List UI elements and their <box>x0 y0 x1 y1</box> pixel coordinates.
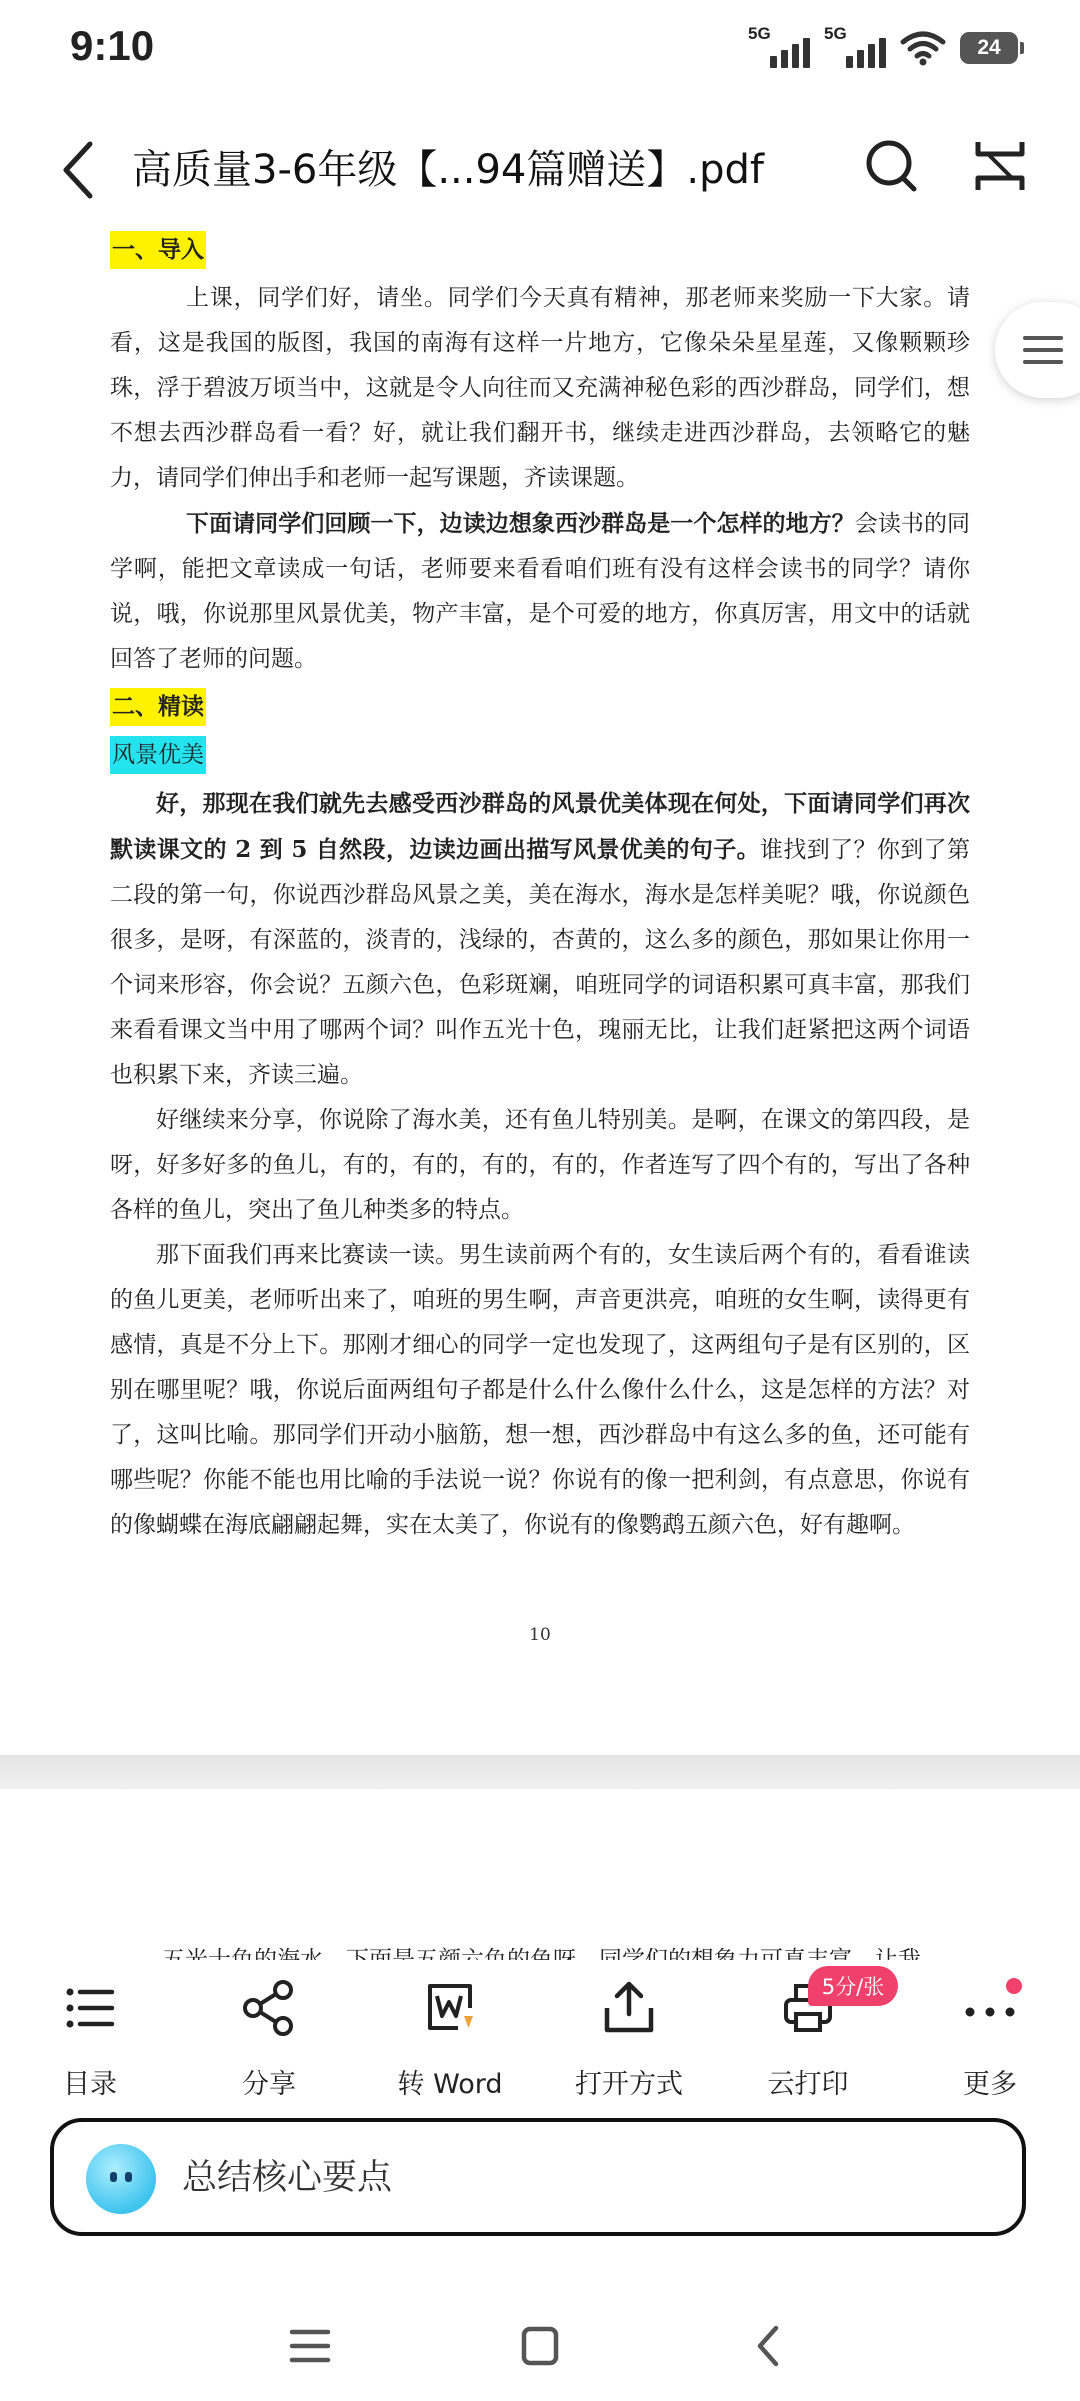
toolbar-label: 更多 <box>963 2069 1017 2100</box>
word-convert-icon <box>420 1978 480 2038</box>
share-icon <box>239 1978 299 2038</box>
toolbar-more[interactable] <box>920 1970 1060 2100</box>
document-title: 高质量3-6年级【...94篇赠送】.pdf <box>132 147 764 193</box>
status-time: 9:10 <box>70 22 155 69</box>
section-heading-intro: 一、导入 <box>110 231 206 269</box>
document-body <box>110 225 970 1548</box>
toolbar-label: 分享 <box>242 2069 296 2100</box>
reading-mode-icon[interactable] <box>970 136 1030 196</box>
ai-summary-button[interactable] <box>50 2118 1026 2236</box>
toolbar-contents[interactable] <box>20 1970 160 2100</box>
bottom-toolbar <box>0 1960 1080 2100</box>
side-menu-button[interactable] <box>995 302 1080 398</box>
back-icon[interactable] <box>740 2316 800 2376</box>
paragraph: 下面请同学们回顾一下，边读边想象西沙群岛是一个怎样的地方？会读书的同学啊，能把文章读成一句话，老师要来看看咱们班有没有这样会读书的同学？请你说，哦，你说那里风景优美，物产丰富，是个可爱的地方，你真厉害，用文中的话就回答了老师的问题。 <box>110 510 971 672</box>
pdf-page[interactable] <box>0 215 1080 1755</box>
paragraph: 上课，同学们好，请坐。同学们今天真有精神，那老师来奖励一下大家。请看，这是我国的版图，我国的南海有这样一片地方，它像朵朵星星莲，又像颗颗珍珠，浮于碧波万顷当中，这就是令人向往而又充满神秘色彩的西沙群岛，同学们，想不想去西沙群岛看一看？好，就让我们翻开书，继续走进西沙群岛，去领略它的魅力，请同学们伸出手和老师一起写课题，齐读课题。 <box>110 285 970 491</box>
open-with-icon <box>599 1978 659 2038</box>
print-price-badge: 5分/张 <box>808 1966 898 2006</box>
toolbar-label: 转 Word <box>397 2069 503 2100</box>
toolbar-label: 云打印 <box>767 2069 849 2100</box>
battery-indicator: 24 <box>960 32 1018 64</box>
wifi-icon <box>900 30 946 66</box>
status-icons <box>748 24 1018 68</box>
signal-icon-1: 5G <box>748 28 810 68</box>
home-icon[interactable] <box>510 2316 570 2376</box>
page-separator <box>0 1755 1080 1789</box>
toolbar-open-with[interactable] <box>559 1970 699 2100</box>
ai-summary-label: 总结核心要点 <box>182 2158 393 2198</box>
toolbar-share[interactable] <box>199 1970 339 2100</box>
menu-icon[interactable] <box>280 2316 340 2376</box>
notification-dot <box>1006 1978 1022 1994</box>
status-bar <box>0 0 1080 100</box>
system-nav-bar <box>0 2290 1080 2401</box>
search-icon[interactable] <box>862 136 922 196</box>
signal-icon-2: 5G <box>824 28 886 68</box>
chevron-left-icon[interactable] <box>50 134 110 206</box>
list-icon <box>60 1978 120 2038</box>
toolbar-label: 打开方式 <box>575 2069 683 2100</box>
assistant-avatar-icon <box>86 2144 156 2214</box>
paragraph: 好，那现在我们就先去感受西沙群岛的风景优美体现在何处，下面请同学们再次默读课文的 2 到 5 自然段，边读边画出描写风景优美的句子。谁找到了？你到了第二段的第一句，你说西沙群岛风景之美，美在海水，海水是怎样美呢？哦，你说颜色很多，是呀，有深蓝的，淡青的，浅绿的，杏黄的，这么多的颜色，那如果让你用一个词来形容，你会说？五颜六色，色彩斑斓，咱班同学的词语积累可真丰富，那我们来看看课文当中用了哪两个词？叫作五光十色，瑰丽无比，让我们赶紧把这两个词语也积累下来，齐读三遍。 <box>110 790 971 1088</box>
toolbar-label: 目录 <box>63 2069 117 2100</box>
paragraph: 好继续来分享，你说除了海水美，还有鱼儿特别美。是啊，在课文的第四段，是呀，好多好多的鱼儿，有的，有的，有的，有的，作者连写了四个有的，写出了各种各样的鱼儿，突出了鱼儿种类多的特点。 <box>110 1107 970 1223</box>
paragraph: 那下面我们再来比赛读一读。男生读前两个有的，女生读后两个有的，看看谁读的鱼儿更美，老师听出来了，咱班的男生啊，声音更洪亮，咱班的女生啊，读得更有感情，真是不分上下。那刚才细心的同学一定也发现了，这两组句子是有区别的，区别在哪里呢？哦，你说后面两组句子都是什么什么像什么什么，这是怎样的方法？对了，这叫比喻。那同学们开动小脑筋，想一想，西沙群岛中有这么多的鱼，还可能有哪些呢？你能不能也用比喻的手法说一说？你说有的像一把利剑，有点意思，你说有的像蝴蝶在海底翩翩起舞，实在太美了，你说有的像鹦鹉五颜六色，好有趣啊。 <box>110 1242 970 1538</box>
subheading-scenery: 风景优美 <box>110 736 206 774</box>
section-heading-close-reading: 二、精读 <box>110 688 206 726</box>
page-number: 10 <box>529 1625 551 1645</box>
app-header <box>0 110 1080 230</box>
toolbar-to-word[interactable] <box>380 1970 520 2100</box>
